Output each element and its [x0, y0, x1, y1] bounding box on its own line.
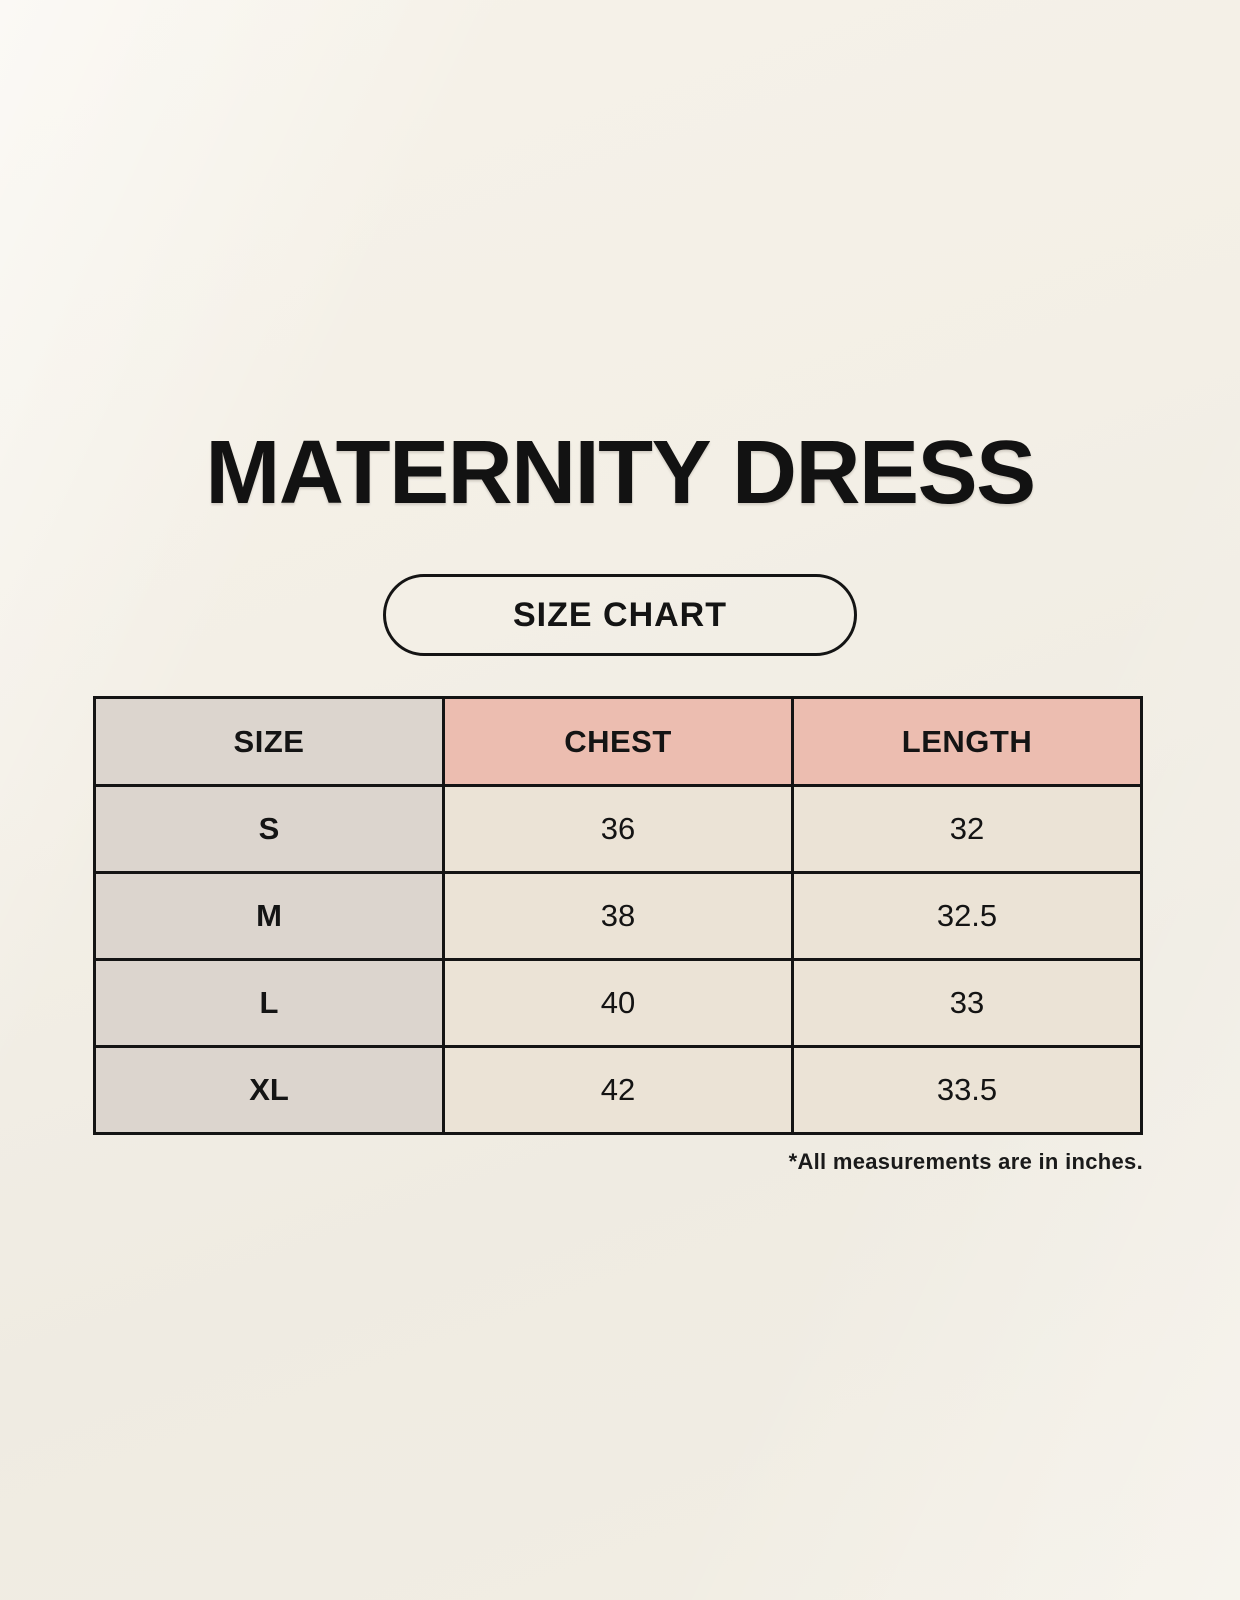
page-title: MATERNITY DRESS	[205, 423, 1035, 523]
size-cell: L	[95, 960, 444, 1047]
chest-cell: 42	[444, 1047, 793, 1134]
chest-cell: 38	[444, 873, 793, 960]
size-chart-button[interactable]	[383, 574, 857, 656]
column-header-length: LENGTH	[793, 698, 1142, 786]
size-chart-badge-row	[0, 574, 1240, 656]
table-header-row	[95, 698, 1142, 786]
length-cell: 32.5	[793, 873, 1142, 960]
table-row	[95, 873, 1142, 960]
chest-cell: 40	[444, 960, 793, 1047]
length-cell: 33.5	[793, 1047, 1142, 1134]
column-header-chest: CHEST	[444, 698, 793, 786]
table-row	[95, 786, 1142, 873]
size-cell: M	[95, 873, 444, 960]
length-cell: 32	[793, 786, 1142, 873]
size-chart-button-label: SIZE CHART	[513, 595, 727, 634]
size-chart-table	[93, 696, 1143, 1135]
measurements-footnote: *All measurements are in inches.	[788, 1149, 1143, 1174]
column-header-size: SIZE	[95, 698, 444, 786]
size-cell: S	[95, 786, 444, 873]
chest-cell: 36	[444, 786, 793, 873]
table-row	[95, 1047, 1142, 1134]
table-row	[95, 960, 1142, 1047]
length-cell: 33	[793, 960, 1142, 1047]
size-cell: XL	[95, 1047, 444, 1134]
